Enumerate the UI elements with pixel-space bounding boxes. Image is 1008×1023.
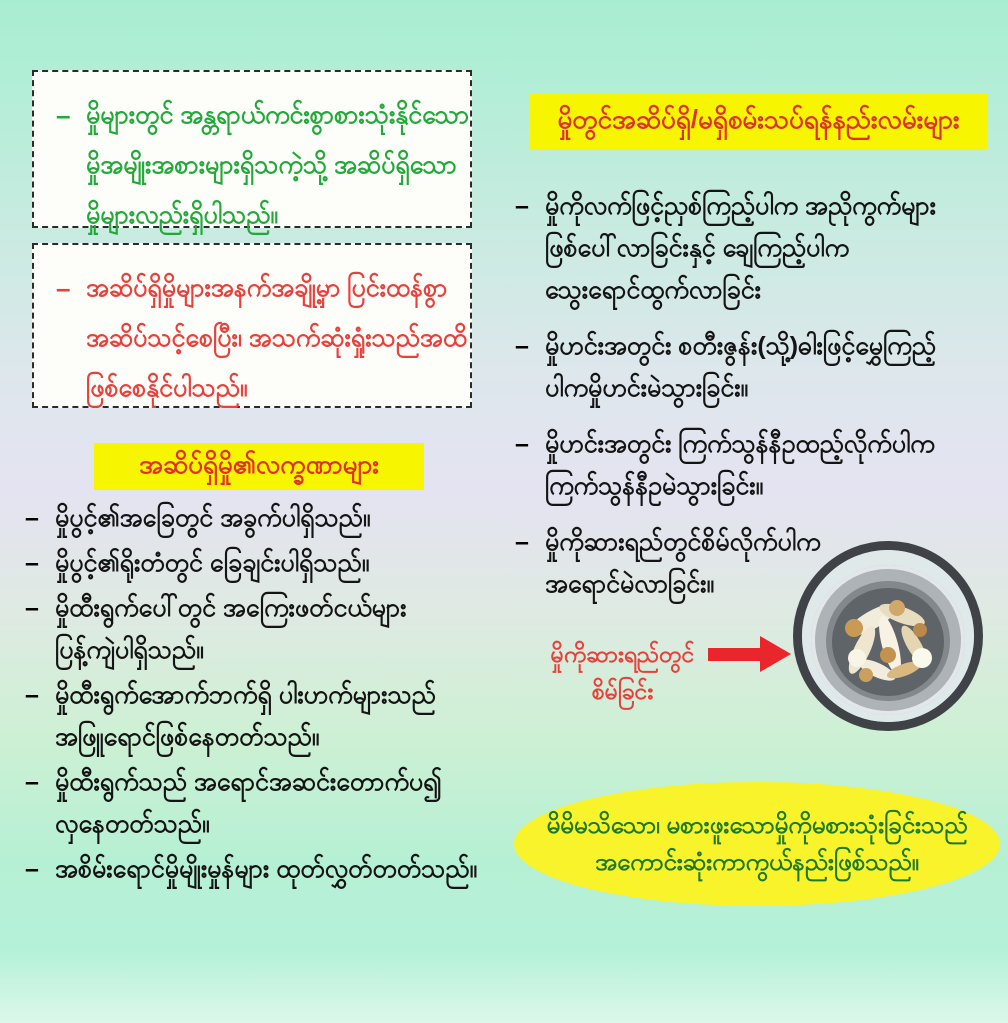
warning-box-text [86,263,467,413]
arrow-shaft [708,648,760,661]
bullet-dash: – [25,855,39,883]
photo-caption-line: မှိုကိုဆားရည်တွင် [550,641,695,667]
list-item-line: အစိမ်းရောင်မှိုမျိုးမှုန်များ ထုတ်လွှတ်တတ်သည်။ [55,855,478,883]
conclusion-line: မိမိမသိသော၊ မစားဖူးသောမှိုကိုမစားသုံးခြင်းသည် [546,812,968,839]
bullet-dash: – [56,273,71,303]
warning-box-red [32,243,472,408]
poison-signs-list [25,497,503,893]
list-item [25,674,503,758]
bullet-dash: – [515,192,529,220]
left-section-heading: အဆိပ်ရှိမှို၏လက္ခဏာများ [94,443,424,490]
list-item-line: ဖြစ်ပေါ်လာခြင်းနှင့် ချေကြည့်ပါက [545,234,850,262]
list-item-line: သွေးရောင်ထွက်လာခြင်း [545,276,762,304]
bullet-dash: – [25,768,39,796]
bullet-dash: – [25,549,39,577]
list-item [25,848,503,890]
list-item-line: မှိုထီးရွက်အောက်ဘက်ရှိ ပါးဟက်များသည် [55,681,436,709]
list-item-line: ကြက်သွန်နီဥမဲသွားခြင်း။ [545,472,764,500]
bullet-dash: – [25,681,39,709]
arrow-head [760,636,791,672]
list-item [515,423,1003,507]
bullet-dash: – [25,504,39,532]
right-section-heading: မှိုတွင်အဆိပ်ရှိ/မရှိစမ်းသပ်ရန်နည်းလမ်းများ [530,93,987,150]
list-item [25,542,503,584]
list-item-line: မှိုထီးရွက်ပေါ်တွင် အကြေးဖတ်ငယ်များ [55,594,407,622]
mushroom-bowl-photo [793,541,983,731]
bullet-dash: – [515,528,529,556]
list-item-line: အရောင်မဲလာခြင်း။ [545,570,715,598]
info-box-line: မှိုများလည်းရှိပါသည်။ [86,201,278,229]
list-item [25,761,503,845]
list-item [515,185,1003,311]
list-item-line: မှိုပွင့်၏ရိုးတံတွင် ခြေချင်းပါရှိသည်။ [55,549,370,577]
bullet-dash: – [515,332,529,360]
info-box-line: မှိုများတွင် အန္တရာယ်ကင်းစွာစားသုံးနိုင်သော [86,101,470,129]
list-item-line: လှနေတတ်သည်။ [55,810,210,838]
list-item-line: မှိုဟင်းအတွင်း ကြက်သွန်နီဥထည့်လိုက်ပါက [545,430,935,458]
list-item-line: မှိုပွင့်၏အခြေတွင် အခွက်ပါရှိသည်။ [55,504,371,532]
warning-box-line: အဆိပ်ရှိမှိုများအနက်အချို့မှာ ပြင်းထန်စွာ [86,274,448,302]
info-box-line: မှိုအမျိုးအစားများရှိသကဲ့သို့ အဆိပ်ရှိသော [86,151,457,179]
red-arrow-icon [708,636,792,672]
bullet-dash: – [25,594,39,622]
list-item [25,587,503,671]
list-item-line: မှိုကိုဆားရည်တွင်စိမ်လိုက်ပါက [545,528,821,556]
conclusion-line: အကောင်းဆုံးကာကွယ်နည်းဖြစ်သည်။ [595,849,919,876]
conclusion-ellipse [514,782,1000,906]
list-item-line: မှိုဟင်းအတွင်း စတီးဇွန်း(သို့)ဓါးဖြင့်မွှေကြည့် [545,332,936,360]
info-box-text [86,90,469,240]
list-item-line: မှိုထီးရွက်သည် အရောင်အဆင်းတောက်ပ၍ [55,768,442,796]
photo-caption [535,636,710,710]
mushroom-bowl-illustration [802,550,974,722]
list-item-line: မှိုကိုလက်ဖြင့်ညှစ်ကြည့်ပါက အညိုကွက်များ [545,192,936,220]
list-item [515,325,1003,409]
list-item [25,497,503,539]
list-item-line: ပြန့်ကျဲပါရှိသည်။ [55,636,204,664]
warning-box-line: အဆိပ်သင့်စေပြီး၊ အသက်ဆုံးရှုံးသည်အထိ [86,324,468,352]
info-box-green [32,70,472,228]
list-item-line: အဖြူရောင်ဖြစ်နေတတ်သည်။ [55,723,320,751]
photo-caption-line: စိမ်ခြင်း [591,678,654,704]
bullet-dash: – [515,430,529,458]
list-item-line: ပါကမှိုဟင်းမဲသွားခြင်း။ [545,374,749,402]
warning-box-line: ဖြစ်စေနိုင်ပါသည်။ [86,374,248,402]
bullet-dash: – [56,100,71,130]
